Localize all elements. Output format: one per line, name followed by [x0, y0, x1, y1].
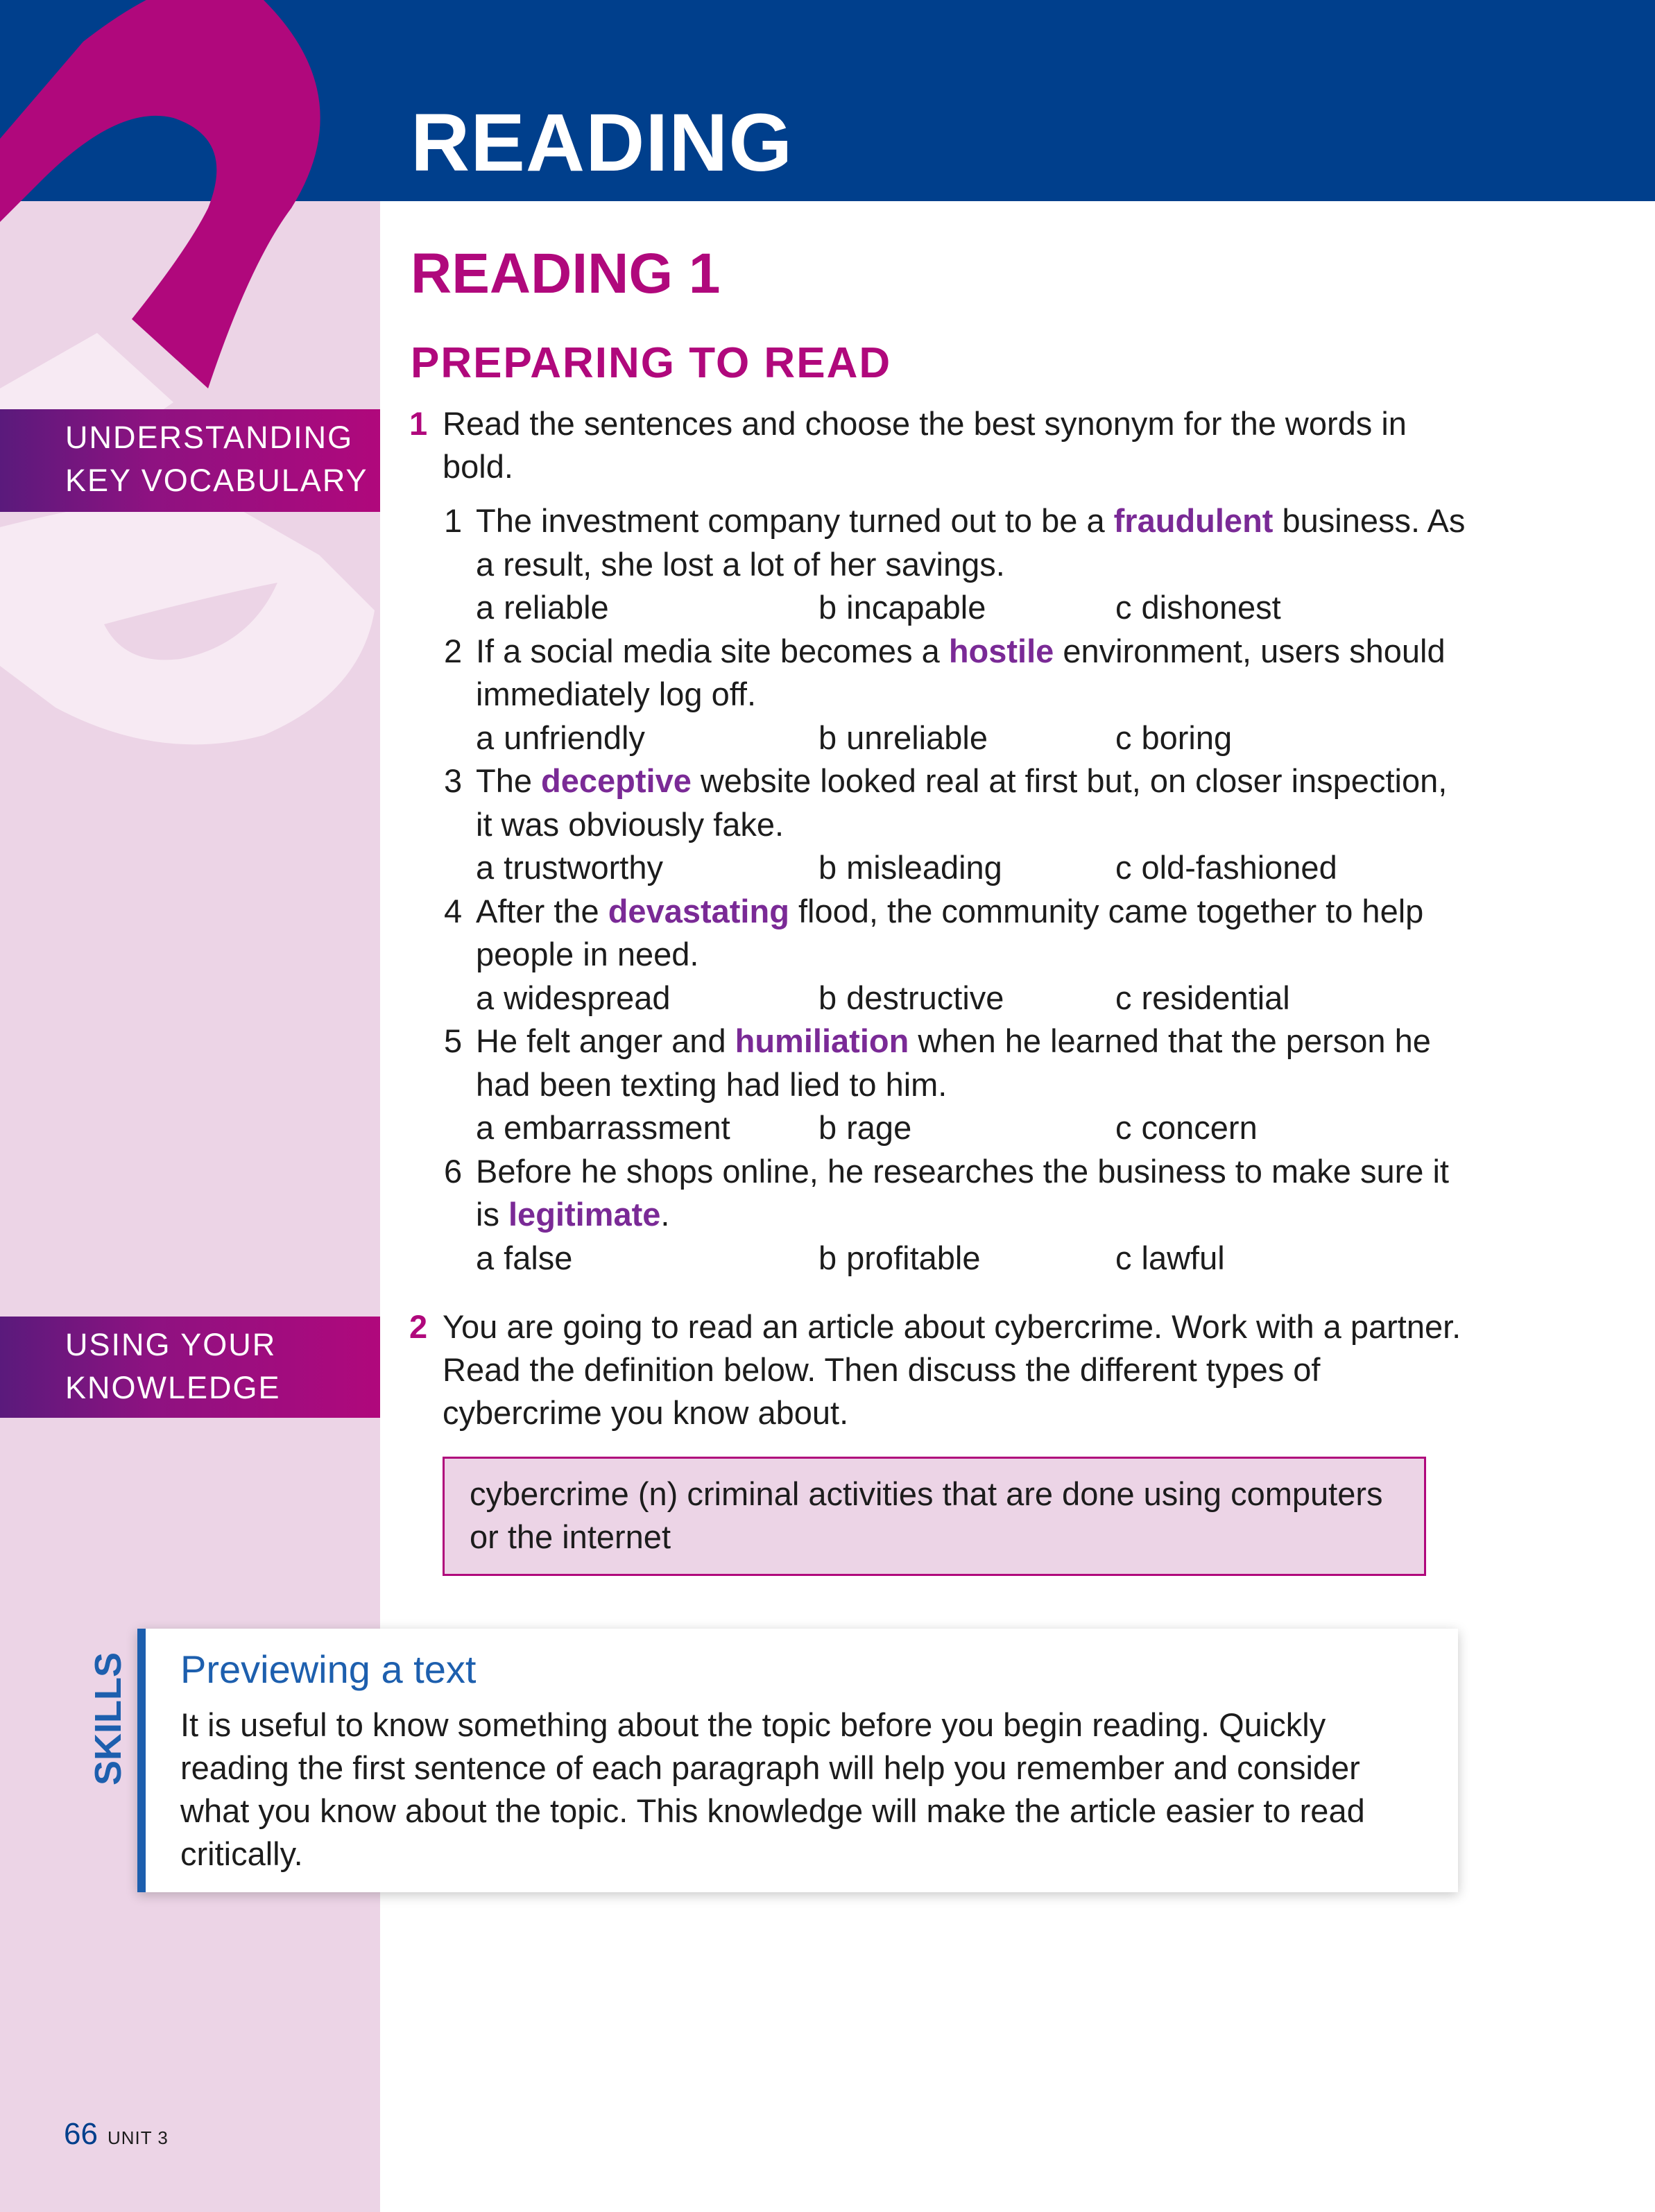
option-letter: b — [818, 719, 837, 756]
tag-understanding-key-vocabulary — [0, 409, 380, 512]
question-text: Before he shops online, he researches the business to make sure it is legitimate. — [476, 1152, 1449, 1233]
option-letter: a — [476, 849, 495, 886]
skills-box — [137, 1629, 1458, 1892]
answer-options — [476, 586, 1470, 630]
option-letter: c — [1115, 1239, 1132, 1276]
answer-options — [476, 717, 1470, 760]
skills-title: Previewing a text — [180, 1647, 477, 1691]
page-footer — [64, 2117, 169, 2152]
exercise-2 — [409, 1305, 1464, 1434]
skills-text: It is useful to know something about the topic before you begin reading. Quickly reading the first sentence of each paragraph will help you remember and consider what you know about the topic. This knowledge will make the article easier to read critically. — [180, 1706, 1365, 1872]
option-letter: a — [476, 1109, 495, 1146]
option-letter: a — [476, 719, 495, 756]
option-letter: b — [818, 979, 837, 1016]
answer-option-a[interactable]: a reliable — [476, 589, 609, 626]
bold-keyword: fraudulent — [1113, 502, 1274, 539]
page-title: READING — [411, 97, 794, 189]
bold-keyword: devastating — [608, 892, 789, 929]
question-text: The deceptive website looked real at first but, on closer inspection, it was obviously fake. — [476, 762, 1448, 843]
exercise-1 — [409, 402, 1477, 488]
option-letter: b — [818, 1239, 837, 1276]
tag-using-your-knowledge — [0, 1317, 380, 1418]
skills-label-text: SKILLS — [87, 1652, 129, 1785]
reading-heading: READING 1 — [411, 242, 721, 305]
tag-line: UNDERSTANDING — [65, 420, 354, 455]
question-item — [444, 1020, 1470, 1150]
question-number: 3 — [444, 762, 463, 799]
tag-line: KNOWLEDGE — [65, 1370, 281, 1405]
answer-option-b[interactable]: b profitable — [818, 1239, 981, 1276]
answer-option-c[interactable]: c old-fashioned — [1115, 849, 1337, 886]
question-number: 5 — [444, 1022, 463, 1059]
answer-option-a[interactable]: a embarrassment — [476, 1109, 730, 1146]
answer-options — [476, 977, 1470, 1020]
question-item — [444, 760, 1470, 890]
option-letter: c — [1115, 1109, 1132, 1146]
question-number: 6 — [444, 1152, 463, 1190]
answer-option-c[interactable]: c lawful — [1115, 1239, 1225, 1276]
option-letter: c — [1115, 979, 1132, 1016]
answer-option-b[interactable]: b incapable — [818, 589, 986, 626]
bold-keyword: legitimate — [508, 1196, 661, 1233]
bold-keyword: humiliation — [735, 1022, 909, 1059]
answer-option-c[interactable]: c concern — [1115, 1109, 1258, 1146]
answer-option-c[interactable]: c residential — [1115, 979, 1290, 1016]
question-item — [444, 890, 1470, 1020]
option-letter: b — [818, 849, 837, 886]
question-number: 4 — [444, 892, 463, 929]
question-item — [444, 499, 1470, 630]
option-letter: a — [476, 1239, 495, 1276]
question-list — [444, 499, 1470, 1280]
question-number: 1 — [444, 502, 463, 539]
answer-option-a[interactable]: a trustworthy — [476, 849, 663, 886]
answer-option-b[interactable]: b misleading — [818, 849, 1002, 886]
page-number: 66 — [64, 2117, 98, 2151]
answer-option-b[interactable]: b rage — [818, 1109, 912, 1146]
option-letter: b — [818, 1109, 837, 1146]
question-text: After the devastating flood, the community came together to help people in need. — [476, 892, 1424, 972]
definition-box: cybercrime (n) criminal activities that are done using computers or the internet — [443, 1457, 1426, 1576]
answer-option-c[interactable]: c boring — [1115, 719, 1233, 756]
option-letter: c — [1115, 719, 1132, 756]
question-item — [444, 1150, 1470, 1280]
question-text: The investment company turned out to be a fraudulent business. As a result, she lost a lot of her savings. — [476, 502, 1466, 583]
answer-option-a[interactable]: a unfriendly — [476, 719, 645, 756]
exercise-instruction: You are going to read an article about cybercrime. Work with a partner. Read the definition below. Then discuss the different types of cybercrime you know about. — [443, 1308, 1461, 1431]
answer-option-c[interactable]: c dishonest — [1115, 589, 1281, 626]
answer-options — [476, 1106, 1470, 1150]
exercise-number: 1 — [409, 405, 428, 442]
skills-label — [71, 1652, 140, 1791]
tag-line: KEY VOCABULARY — [65, 463, 368, 498]
answer-option-b[interactable]: b destructive — [818, 979, 1004, 1016]
bold-keyword: deceptive — [541, 762, 692, 799]
section-heading: PREPARING TO READ — [411, 339, 892, 387]
question-text: If a social media site becomes a hostile environment, users should immediately log off. — [476, 632, 1446, 712]
option-letter: b — [818, 589, 837, 626]
question-text: He felt anger and humiliation when he learned that the person he had been texting had lied to him. — [476, 1022, 1431, 1103]
answer-options — [476, 1237, 1470, 1280]
option-letter: a — [476, 589, 495, 626]
option-letter: c — [1115, 589, 1132, 626]
exercise-number: 2 — [409, 1308, 428, 1345]
exercise-instruction: Read the sentences and choose the best synonym for the words in bold. — [443, 405, 1407, 485]
answer-option-b[interactable]: b unreliable — [818, 719, 988, 756]
option-letter: c — [1115, 849, 1132, 886]
unit-label: UNIT 3 — [107, 2127, 169, 2148]
answer-option-a[interactable]: a false — [476, 1239, 573, 1276]
question-item — [444, 630, 1470, 760]
answer-option-a[interactable]: a widespread — [476, 979, 671, 1016]
question-number: 2 — [444, 632, 463, 669]
tag-line: USING YOUR — [65, 1327, 277, 1362]
option-letter: a — [476, 979, 495, 1016]
bold-keyword: hostile — [948, 632, 1054, 669]
answer-options — [476, 846, 1470, 890]
